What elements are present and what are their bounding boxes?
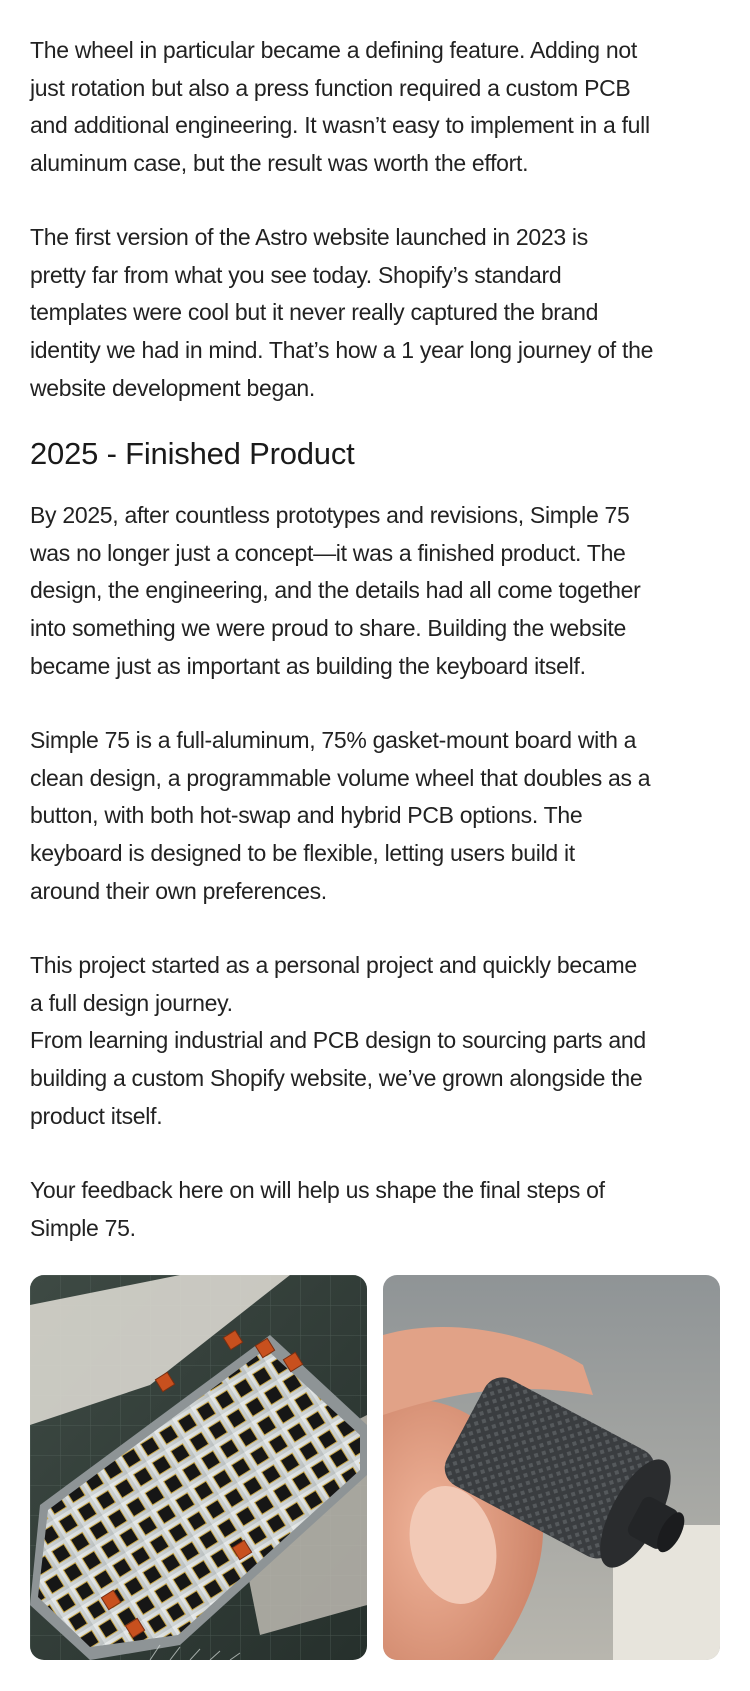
keyboard-pcb-photo[interactable]: [30, 1275, 367, 1660]
knurled-volume-wheel-photo[interactable]: [383, 1275, 720, 1660]
paragraph-website-history: The first version of the Astro website launched in 2023 is pretty far from what you see today. Shopify’s standard templates were cool but it never really captured the brand identity we had in mind. That’s how a 1 year long journey of the website development began.: [30, 224, 654, 401]
paragraph-finished-product: By 2025, after countless prototypes and revisions, Simple 75 was no longer just a concept—it was a finished product. The design, the engineering, and the details had all come together into something we were proud to share. Building the website became just as important as building the keyboard itself.: [30, 502, 641, 679]
paragraph-feedback: Your feedback here on will help us shape the final steps of Simple 75.: [30, 1177, 605, 1241]
paragraph-product-specs: Simple 75 is a full-aluminum, 75% gasket-mount board with a clean design, a programmable volume wheel that doubles as a button, with both hot-swap and hybrid PCB options. The keyboard is designed to be flexible, letting users build it around their own preferences.: [30, 727, 651, 904]
paragraph-design-journey: This project started as a personal project and quickly became a full design journey. From learning industrial and PCB design to sourcing parts and building a custom Shopify website, we’ve grown alongside the product itself.: [30, 952, 646, 1129]
volume-wheel-image: [383, 1275, 720, 1660]
paragraph-wheel-feature: The wheel in particular became a defining feature. Adding not just rotation but also a press function required a custom PCB and additional engineering. It wasn’t easy to implement in a full aluminum case, but the result was worth the effort.: [30, 37, 650, 177]
section-heading: 2025 - Finished Product: [30, 436, 355, 471]
keyboard-pcb-image: [30, 1275, 367, 1660]
image-gallery: [30, 1275, 720, 1660]
